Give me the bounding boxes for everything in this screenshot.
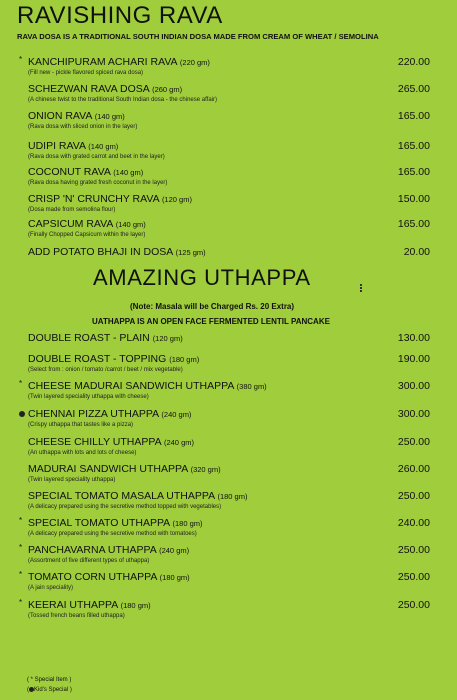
menu-item [0,140,457,166]
menu-item [0,463,457,489]
item-price: 250.00 [397,490,430,502]
item-title: SPECIAL TOMATO UTHAPPA [28,517,173,529]
menu-item [0,166,457,192]
item-title: ONION RAVA [28,110,95,122]
special-item-icon: * [19,379,23,388]
item-description: (Fill new - pickle flavored spiced rava dosa) [28,70,144,76]
item-description: (Select from : onion / tomato /carrot / beet / mix vegetable) [28,367,183,373]
item-name [28,380,267,393]
item-price: 250.00 [397,544,430,556]
menu-item [0,193,457,219]
item-name [28,436,194,449]
item-description: (Rava dosa with grated carrot and beet in the layer) [28,154,165,160]
item-quantity: (140 gm) [88,142,119,151]
item-name [28,517,203,530]
item-quantity: (120 gm) [152,334,183,343]
menu-item [0,544,457,570]
item-title: CHEESE MADURAI SANDWICH UTHAPPA [28,380,237,392]
item-price: 165.00 [397,218,430,230]
item-price: 220.00 [397,56,430,68]
item-quantity: (180 gm) [159,573,190,582]
item-name [28,490,247,503]
item-title: CRISP 'N' CRUNCHY RAVA [28,193,162,205]
item-name [28,353,199,366]
item-quantity: (140 gm) [113,168,144,177]
item-price: 250.00 [397,571,430,583]
masala-note: (Note: Masala will be Charged Rs. 20 Extra) [130,302,295,311]
item-price: 130.00 [397,332,430,344]
item-title: KEERAI UTHAPPA [28,599,121,611]
item-quantity: (240 gm) [163,438,194,447]
item-title: COCONUT RAVA [28,166,114,178]
item-title: DOUBLE ROAST - PLAIN [28,332,153,344]
item-price: 260.00 [397,463,430,475]
item-quantity: (120 gm) [161,195,192,204]
menu-item [0,408,457,434]
item-quantity: (180 gm) [169,355,200,364]
menu-item [0,56,457,82]
item-quantity: (220 gm) [179,58,210,67]
item-price: 165.00 [397,140,430,152]
item-name [28,166,143,179]
item-title: SPECIAL TOMATO MASALA UTHAPPA [28,490,218,502]
section-title-uthappa: AMAZING UTHAPPA [93,265,311,290]
item-description: (Assortment of five different types of uthappa) [28,558,150,564]
item-title: KANCHIPURAM ACHARI RAVA [28,56,180,68]
item-name [28,56,210,69]
item-price: 20.00 [403,246,430,258]
menu-item [0,517,457,543]
item-quantity: (140 gm) [94,112,125,121]
item-name [28,332,183,345]
item-description: (Dosa made from semolina flour) [28,207,116,213]
item-name [28,246,206,259]
item-description: (A delicacy prepared using the secretive method topped with vegetables) [28,504,222,510]
item-title: UDIPI RAVA [28,140,89,152]
item-quantity: (180 gm) [120,601,151,610]
item-price: 165.00 [397,166,430,178]
item-title: SCHEZWAN RAVA DOSA [28,83,153,95]
item-description: (Rava dosa having grated fresh coconut in the layer) [28,180,168,186]
item-name [28,110,125,123]
item-title: CAPSICUM RAVA [28,218,116,230]
item-name [28,140,118,153]
item-name [28,408,191,421]
item-quantity: (180 gm) [217,492,248,501]
item-title: DOUBLE ROAST - TOPPING [28,353,170,365]
menu-item [0,571,457,597]
item-price: 250.00 [397,436,430,448]
item-description: (Twin layered speciality uthappa) [28,477,116,483]
item-quantity: (320 gm) [190,465,221,474]
section-subtitle-rava: RAVA DOSA IS A TRADITIONAL SOUTH INDIAN DOSA MADE FROM CREAM OF WHEAT / SEMOLINA [17,32,379,41]
item-quantity: (260 gm) [152,85,183,94]
special-item-icon: * [19,55,23,64]
item-description: (Twin layered speciality uthappa with cheese) [28,394,149,400]
item-quantity: (240 gm) [161,410,192,419]
section-subtitle-uthappa: UATHAPPA IS AN OPEN FACE FERMENTED LENTIL PANCAKE [92,317,330,326]
menu-item [0,110,457,136]
menu-item [0,218,457,244]
item-name [28,544,189,557]
menu-item [0,599,457,625]
item-title: CHEESE CHILLY UTHAPPA [28,436,164,448]
item-description: (Finally Chopped Capsicum within the layer) [28,232,146,238]
item-title: CHENNAI PIZZA UTHAPPA [28,408,162,420]
legend-kids: ( Kid's Special ) [27,687,72,693]
special-item-icon: * [19,516,23,525]
item-price: 300.00 [397,408,430,420]
item-quantity: (180 gm) [172,519,203,528]
item-name [28,599,151,612]
item-name [28,571,190,584]
item-title: PANCHAVARNA UTHAPPA [28,544,160,556]
item-description: (A chinese twist to the traditional South Indian dosa - the chinese affair) [28,97,217,103]
item-description: (Tossed french beans filled uthappa) [28,613,125,619]
item-quantity: (380 gm) [236,382,267,391]
kids-special-icon [19,411,25,417]
decorative-dots [360,284,362,293]
item-description: (A delicacy prepared using the secretive method with tomatoes) [28,531,197,537]
item-title: MADURAI SANDWICH UTHAPPA [28,463,191,475]
menu-item [0,83,457,109]
legend-kids-text: Kid's Special ) [34,687,72,693]
item-description: (An uthappa with lots and lots of cheese) [28,450,137,456]
item-description: (A jain speciality) [28,585,74,591]
item-name [28,83,182,96]
item-price: 300.00 [397,380,430,392]
item-price: 190.00 [397,353,430,365]
item-description: (Crispy uthappa that tastes like a pizza) [28,422,134,428]
item-quantity: (140 gm) [115,220,146,229]
item-title: ADD POTATO BHAJI IN DOSA [28,246,176,258]
special-item-icon: * [19,543,23,552]
item-price: 250.00 [397,599,430,611]
item-name [28,463,221,476]
item-price: 150.00 [397,193,430,205]
item-quantity: (240 gm) [159,546,190,555]
item-title: TOMATO CORN UTHAPPA [28,571,160,583]
menu-item [0,353,457,379]
item-quantity: (125 gm) [175,248,206,257]
section-title-rava: RAVISHING RAVA [17,2,223,29]
item-description: (Rava dosa with sliced onion in the layer) [28,124,138,130]
item-price: 240.00 [397,517,430,529]
item-price: 265.00 [397,83,430,95]
menu-item [0,490,457,516]
item-price: 165.00 [397,110,430,122]
menu-item [0,436,457,462]
legend-special: ( * Special Item ) [27,677,72,683]
menu-item [0,380,457,406]
item-name [28,218,146,231]
special-item-icon: * [19,570,23,579]
item-name [28,193,192,206]
special-item-icon: * [19,598,23,607]
